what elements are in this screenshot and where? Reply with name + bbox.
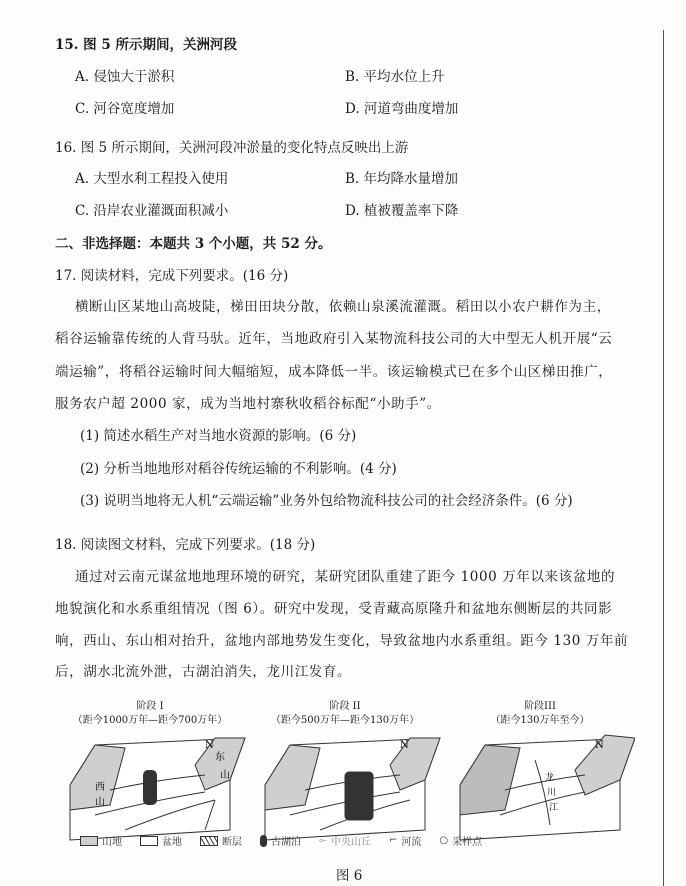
stage-3-heading: 阶段III （距今130万年至今） [490, 701, 590, 726]
svg-text:山: 山 [220, 770, 230, 781]
q17-sub-1: (1) 简述水稻生产对当地水资源的影响。(6 分) [80, 428, 357, 444]
legend-mountain: 山地 [80, 833, 122, 848]
material-line: 通过对云南元谋盆地地理环境的研究，某研究团队重建了距今 1000 万年以来该盆地的 [75, 569, 616, 585]
margin-line [663, 30, 664, 886]
material-line: 后，湖水北流外泄，古湖泊消失，龙川江发育。 [55, 664, 352, 680]
material-line: 服务农户超 2000 家，成为当地村寨秋收稻谷标配“小助手”。 [55, 396, 441, 412]
stage-2-heading: 阶段 II （距今500万年—距今130万年） [270, 701, 420, 726]
legend-fault: 断层 [200, 833, 242, 848]
legend-central-hill: ⟜ 中央山丘 [319, 835, 371, 848]
material-line: 横断山区某地山高坡陡，梯田田块分散，依赖山泉溪流灌溉。稻田以小农户耕作为主， [75, 299, 611, 315]
north-label: N [205, 740, 214, 751]
east-mountain-label: 东 [215, 752, 225, 763]
q16-stem: 16. 图 5 所示期间，关洲河段冲淤量的变化特点反映出上游 [55, 140, 409, 156]
q16-option-d[interactable]: D. 植被覆盖率下降 [345, 203, 459, 219]
q18-stem: 18. 阅读图文材料，完成下列要求。(18 分) [55, 537, 316, 553]
q17-stem: 17. 阅读材料，完成下列要求。(16 分) [55, 268, 289, 284]
q17-sub-2: (2) 分析当地地形对稻谷传统运输的不利影响。(4 分) [80, 461, 397, 477]
legend-sampling-point: ○ 采样点 [439, 835, 483, 848]
svg-text:N: N [595, 740, 604, 751]
q15-option-a[interactable]: A. 侵蚀大于淤积 [75, 69, 175, 85]
q16-option-a[interactable]: A. 大型水利工程投入使用 [75, 171, 229, 187]
material-line: 稻谷运输靠传统的人背马驮。近年，当地政府引入某物流科技公司的大中型无人机开展“云 [55, 331, 613, 347]
section-heading: 二、非选择题：本题共 3 个小题，共 52 分。 [55, 236, 332, 252]
q16-option-b[interactable]: B. 年均降水量增加 [345, 171, 459, 187]
q16-option-c[interactable]: C. 沿岸农业灌溉面积减小 [75, 203, 229, 219]
material-line: 地貌演化和水系重组情况（图 6）。研究中发现，受青藏高原隆升和盆地东侧断层的共同影 [55, 601, 613, 617]
figure-legend [80, 833, 482, 848]
svg-text:山: 山 [95, 797, 105, 808]
q17-sub-3: (3) 说明当地将无人机“云端运输”业务外包给物流科技公司的社会经济条件。(6 分) [80, 493, 573, 509]
west-mountain-label: 西 [95, 782, 105, 793]
q15-stem: 15. 图 5 所示期间，关洲河段 [55, 37, 237, 53]
stage-1-heading: 阶段 I （距今1000万年—距今700万年） [72, 701, 228, 726]
material-line: 响，西山、东山相对抬升，盆地内部地势发生变化，导致盆地内水系重组。距今 130 万年前 [55, 633, 629, 649]
q15-option-d[interactable]: D. 河道弯曲度增加 [345, 101, 459, 117]
q15-option-c[interactable]: C. 河谷宽度增加 [75, 101, 175, 117]
ancient-lake [143, 770, 157, 805]
svg-text:川: 川 [547, 788, 557, 798]
svg-text:江: 江 [549, 803, 559, 813]
q15-option-b[interactable]: B. 平均水位上升 [345, 69, 445, 85]
svg-text:N: N [400, 740, 409, 751]
legend-river: ⌐ 河流 [389, 835, 422, 848]
figure-caption: 图 6 [336, 868, 363, 884]
legend-basin: 盆地 [140, 833, 182, 848]
river-label: 龙 [545, 773, 555, 783]
legend-ancient-lake: 古湖泊 [260, 833, 301, 848]
material-line: 端运输”，将稻谷运输时间大幅缩短，成本降低一半。该运输模式已在多个山区梯田推广， [55, 364, 613, 380]
